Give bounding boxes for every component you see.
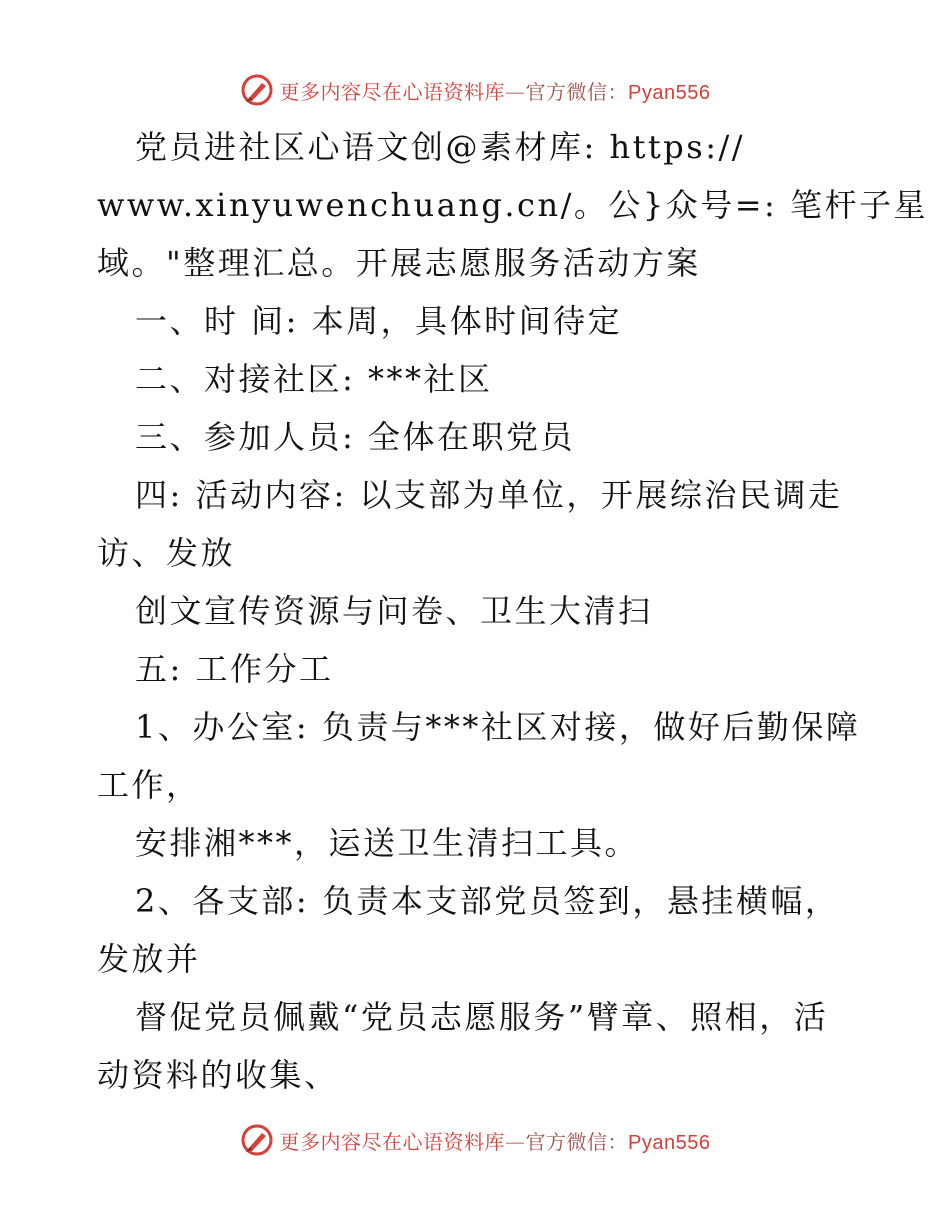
text-line: 五: 工作分工 (135, 650, 334, 688)
watermark-dash: — (505, 79, 526, 104)
watermark-wechat-label: 官方微信： (525, 79, 629, 104)
text-line: 二、对接社区: ***社区 (135, 360, 493, 398)
text-line: 动资料的收集、 (97, 1056, 339, 1094)
text-line: 党员进社区心语文创@素材库: https:// (135, 128, 746, 166)
watermark-main: 更多内容尽在心语资料库 (279, 79, 506, 104)
watermark-dash: — (505, 1129, 526, 1154)
header-watermark (0, 70, 950, 110)
watermark-wechat-id: Pyan556 (628, 1131, 711, 1154)
text-line: 一、时 间: 本周，具体时间待定 (135, 302, 623, 340)
footer-watermark (0, 1120, 950, 1160)
text-line: www.xinyuwenchuang.cn/。公}众号=: 笔杆子星 (97, 186, 928, 224)
text-line: 四: 活动内容: 以支部为单位，开展综治民调走 (135, 476, 843, 514)
watermark-main: 更多内容尽在心语资料库 (279, 1129, 506, 1154)
watermark-wechat-label: 官方微信： (525, 1129, 629, 1154)
watermark-text (280, 1126, 711, 1155)
pen-logo-icon (240, 73, 274, 107)
text-line: 工作， (97, 766, 201, 804)
watermark-wechat-id: Pyan556 (628, 81, 711, 104)
text-line: 访、发放 (97, 534, 236, 572)
text-line: 域。"整理汇总。开展志愿服务活动方案 (97, 244, 701, 282)
text-line: 2、各支部: 负责本支部党员签到，悬挂横幅， (135, 882, 840, 920)
text-line: 督促党员佩戴“党员志愿服务”臂章、照相，活 (135, 998, 829, 1036)
watermark-text (280, 76, 711, 105)
text-line: 安排湘***，运送卫生清扫工具。 (135, 824, 640, 862)
text-line: 发放并 (97, 940, 201, 978)
text-line: 1、办公室: 负责与***社区对接，做好后勤保障 (135, 708, 861, 746)
text-line: 创文宣传资源与问卷、卫生大清扫 (135, 592, 653, 630)
document-body (97, 118, 928, 1104)
pen-logo-icon (240, 1123, 274, 1157)
text-line: 三、参加人员: 全体在职党员 (135, 418, 575, 456)
